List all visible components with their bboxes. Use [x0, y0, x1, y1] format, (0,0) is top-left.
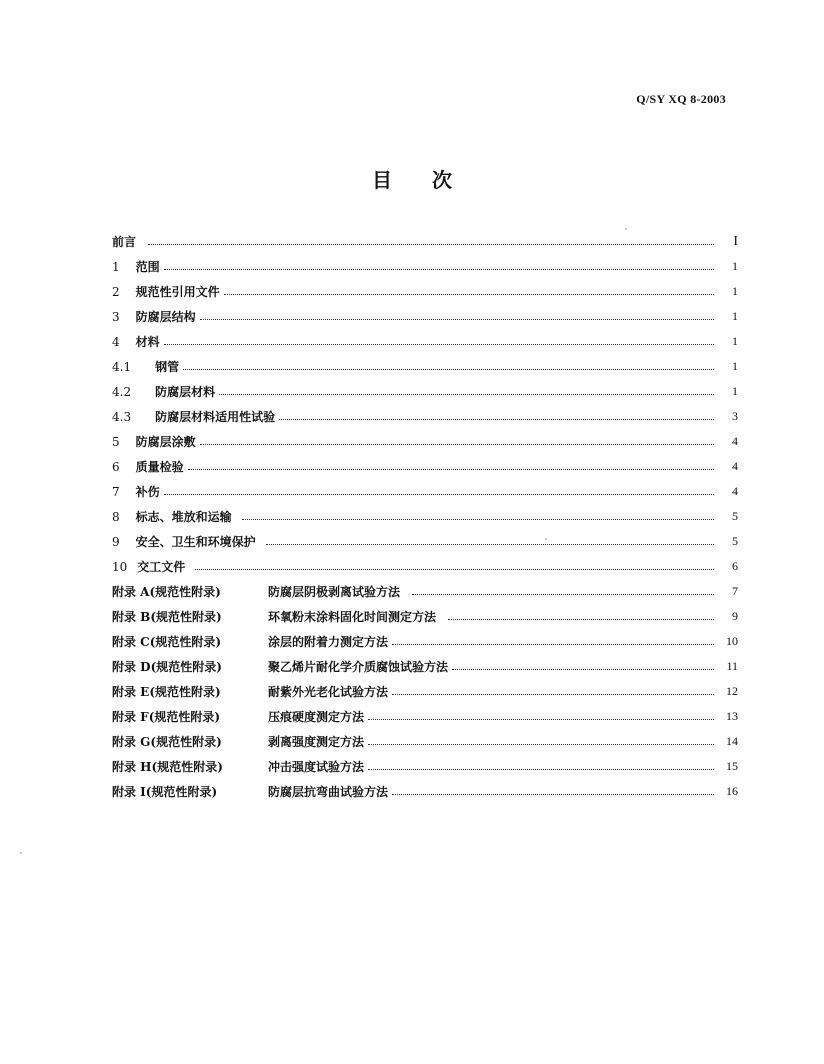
toc-entry-page: 1 [732, 334, 738, 348]
dot-leader [448, 619, 714, 620]
annex-id: 附录 D(规范性附录) [112, 660, 222, 674]
toc-annex-h[interactable] [112, 754, 738, 779]
annex-id: 附录 B(规范性附录) [112, 610, 222, 624]
dot-leader [200, 319, 714, 320]
annex-label: 冲击强度试验方法 [268, 760, 365, 774]
toc-entry-page: 16 [726, 784, 738, 798]
toc-entry-page: 10 [726, 634, 738, 648]
page-title [0, 164, 824, 193]
toc-entry-foreword[interactable] [112, 229, 738, 254]
toc-entry-label: 补伤 [135, 485, 160, 499]
dot-leader [368, 769, 714, 770]
toc-entry-label: 标志、堆放和运输 [135, 510, 232, 524]
dot-leader [368, 744, 714, 745]
annex-label: 压痕硬度测定方法 [268, 710, 365, 724]
dot-leader [195, 569, 714, 570]
toc-entry-page: 4 [732, 434, 738, 448]
toc-entry-number: 5 [112, 434, 120, 449]
toc-entry-4-3[interactable] [112, 404, 738, 429]
toc-annex-d[interactable] [112, 654, 738, 679]
toc-entry-label: 钢管 [155, 360, 180, 374]
toc-entry-page: 1 [732, 384, 738, 398]
annex-label: 环氧粉末涂料固化时间测定方法 [268, 610, 437, 624]
annex-label: 防腐层阴极剥离试验方法 [268, 585, 401, 599]
toc-entry-label: 规范性引用文件 [135, 285, 220, 299]
dot-leader [279, 419, 714, 420]
toc-entry-page: 9 [732, 609, 738, 623]
annex-label: 涂层的附着力测定方法 [268, 635, 389, 649]
toc-entry-label: 防腐层涂敷 [135, 435, 196, 449]
dot-leader [188, 469, 714, 470]
toc-entry-page: 3 [732, 409, 738, 423]
toc-entry-page: 15 [726, 759, 738, 773]
toc-entry-label: 安全、卫生和环境保护 [135, 535, 256, 549]
dot-leader [242, 519, 714, 520]
toc-entry-page: 7 [732, 584, 738, 598]
title-char-2: 次 [432, 168, 452, 192]
dot-leader [164, 344, 714, 345]
toc-entry-number: 8 [112, 509, 120, 524]
dot-leader [452, 669, 714, 670]
toc-entry-page: 1 [732, 359, 738, 373]
toc-annex-c[interactable] [112, 629, 738, 654]
annex-label: 耐紫外光老化试验方法 [268, 685, 389, 699]
toc-entry-page: 1 [732, 259, 738, 273]
toc-entry-label: 防腐层材料 [155, 385, 216, 399]
toc-entry-5[interactable] [112, 429, 738, 454]
dot-leader [392, 694, 714, 695]
toc-entry-number: 3 [112, 309, 120, 324]
scan-speck [20, 852, 22, 854]
toc-entry-label: 防腐层结构 [135, 310, 196, 324]
dot-leader [164, 494, 714, 495]
annex-id: 附录 A(规范性附录) [112, 585, 221, 599]
toc-annex-g[interactable] [112, 729, 738, 754]
dot-leader [200, 444, 714, 445]
dot-leader [392, 794, 714, 795]
dot-leader [183, 369, 714, 370]
toc-annex-e[interactable] [112, 679, 738, 704]
toc-entry-10[interactable] [112, 554, 738, 579]
toc-entry-page: 14 [726, 734, 738, 748]
toc-entry-number: 4 [112, 334, 120, 349]
toc-annex-b[interactable] [112, 604, 738, 629]
scan-speck [625, 228, 627, 230]
table-of-contents [112, 229, 738, 804]
annex-label: 防腐层抗弯曲试验方法 [268, 785, 389, 799]
toc-entry-number: 6 [112, 459, 120, 474]
toc-entry-4-1[interactable] [112, 354, 738, 379]
toc-entry-number: 9 [112, 534, 120, 549]
toc-entry-number: 4.1 [112, 359, 132, 374]
toc-entry-4-2[interactable] [112, 379, 738, 404]
dot-leader [224, 294, 714, 295]
annex-id: 附录 F(规范性附录) [112, 710, 221, 724]
annex-id: 附录 E(规范性附录) [112, 685, 221, 699]
toc-entry-7[interactable] [112, 479, 738, 504]
dot-leader [392, 644, 714, 645]
toc-annex-a[interactable] [112, 579, 738, 604]
toc-entry-8[interactable] [112, 504, 738, 529]
toc-entry-label: 质量检验 [135, 460, 184, 474]
toc-entry-page: 6 [732, 559, 738, 573]
toc-entry-4[interactable] [112, 329, 738, 354]
document-code: Q/SY XQ 8-2003 [636, 92, 726, 106]
toc-entry-label: 防腐层材料适用性试验 [155, 410, 276, 424]
toc-entry-2[interactable] [112, 279, 738, 304]
toc-entry-page: I [733, 233, 738, 249]
toc-entry-number: 4.3 [112, 409, 132, 424]
toc-entry-number: 10 [112, 559, 128, 574]
toc-annex-i[interactable] [112, 779, 738, 804]
dot-leader [164, 269, 714, 270]
dot-leader [219, 394, 714, 395]
toc-entry-label: 范围 [135, 260, 160, 274]
toc-entry-label: 交工文件 [137, 560, 186, 574]
toc-entry-number: 4.2 [112, 384, 132, 399]
toc-entry-page: 1 [732, 309, 738, 323]
toc-entry-page: 1 [732, 284, 738, 298]
annex-label: 聚乙烯片耐化学介质腐蚀试验方法 [268, 660, 449, 674]
annex-id: 附录 I(规范性附录) [112, 785, 218, 799]
toc-entry-1[interactable] [112, 254, 738, 279]
annex-id: 附录 H(规范性附录) [112, 760, 223, 774]
annex-id: 附录 G(规范性附录) [112, 735, 222, 749]
annex-id: 附录 C(规范性附录) [112, 635, 222, 649]
toc-entry-3[interactable] [112, 304, 738, 329]
toc-entry-number: 1 [112, 259, 120, 274]
toc-entry-9[interactable] [112, 529, 738, 554]
toc-entry-page: 11 [726, 659, 738, 673]
toc-entry-page: 5 [732, 509, 738, 523]
toc-entry-label: 材料 [135, 335, 160, 349]
dot-leader [368, 719, 714, 720]
title-char-1: 目 [372, 168, 392, 192]
toc-entry-page: 13 [726, 709, 738, 723]
toc-entry-page: 12 [726, 684, 738, 698]
toc-entry-page: 5 [732, 534, 738, 548]
dot-leader [412, 594, 714, 595]
toc-annex-f[interactable] [112, 704, 738, 729]
toc-entry-page: 4 [732, 459, 738, 473]
scan-speck [545, 538, 547, 540]
toc-entry-page: 4 [732, 484, 738, 498]
dot-leader [148, 244, 714, 245]
toc-entry-6[interactable] [112, 454, 738, 479]
toc-entry-number: 2 [112, 284, 120, 299]
toc-entry-number: 7 [112, 484, 120, 499]
annex-label: 剥离强度测定方法 [268, 735, 365, 749]
dot-leader [266, 544, 714, 545]
toc-entry-label: 前言 [112, 235, 137, 249]
